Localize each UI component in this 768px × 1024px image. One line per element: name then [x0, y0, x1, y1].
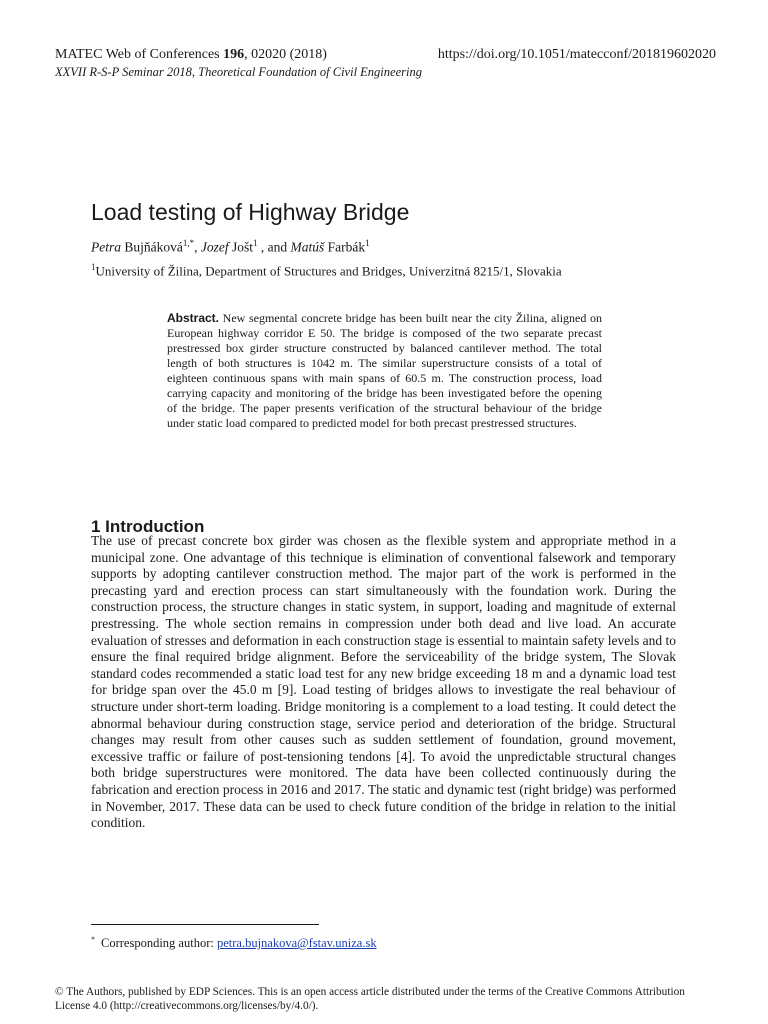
license-notice: © The Authors, published by EDP Sciences. This is an open access article distributed under the terms of the Creative Commons Attribution License 4.0 (http://creativecommons.org/licenses/by/4.0/). — [55, 986, 685, 1012]
journal-suffix: , 02020 (2018) — [244, 47, 327, 62]
author-family: Bujňáková — [124, 239, 183, 255]
author-separator: , and — [260, 239, 288, 255]
journal-prefix: MATEC Web of Conferences — [55, 47, 224, 62]
paper-title: Load testing of Highway Bridge — [91, 199, 410, 226]
doi-link[interactable]: https://doi.org/10.1051/matecconf/201819602020 — [437, 47, 716, 62]
journal-volume: 196 — [223, 47, 245, 62]
abstract-label: Abstract. — [167, 311, 220, 325]
author-given: Petra — [91, 239, 121, 255]
footnote — [91, 935, 377, 951]
author-family: Farbák — [327, 239, 366, 255]
footnote-label: Corresponding author: — [101, 936, 214, 951]
section-heading: 1 Introduction — [91, 517, 205, 537]
author-family: Jošt — [232, 239, 254, 255]
footnote-divider — [91, 924, 319, 925]
introduction-text: The use of precast concrete box girder was chosen as the flexible system and appropriate method in a municipal zone. One advantage of this technique is elimination of conventional falsework and temporary supports by adopting cantilever construction method. The major part of the work is performed in the precasting yard and erection process can start simultaneously with the foundation work. During the construction process, the structure changes in static system, in support, loading and magnitude of external prestressing. The whole section remains in compression under both dead and live load. An accurate evaluation of stresses and deformation in each construction stage is essential to maintain safety levels and to ensure the final required bridge alignment. Before the serviceability of the bridge system, The Slovak standard codes recommended a static load test for any new bridge exceeding 18 m and a dynamic load test for bridge span over the 45.0 m [9]. Load testing of bridges allows to investigate the real behaviour of structure under short-term loading. Bridge monitoring is a complement to a load testing. It could detect the abnormal behaviour during construction stage, service period and deterioration of the bridge. Structural changes may result from other causes such as sudden settlement of foundation, ground movement, excessive traffic or failure of post-tensioning tendons [4]. To avoid the unpredictable structural changes both bridge superstructures were monitored. The data have been collected continuously during the fabrication and erection process in 2016 and 2017. The static and dynamic test (right bridge) was performed in November, 2017. These data can be used to check future condition of the bridge in relation to the initial condition. — [91, 533, 676, 831]
author-sup: 1 — [365, 238, 370, 248]
author-separator: , — [194, 239, 198, 255]
author-given: Jozef — [200, 239, 229, 255]
author-sup: 1,* — [182, 238, 195, 248]
email-link[interactable]: petra.bujnakova@fstav.uniza.sk — [216, 936, 377, 951]
affiliation-text: University of Žilina, Department of Structures and Bridges, Univerzitná 8215/1, Slovakia — [95, 263, 562, 279]
author-sup: 1 — [253, 238, 258, 248]
seminar-line: XXVII R-S-P Seminar 2018, Theoretical Foundation of Civil Engineering — [55, 65, 422, 79]
journal-header — [55, 47, 327, 63]
affiliation-sup: 1 — [91, 262, 96, 272]
author-given: Matúš — [290, 239, 325, 255]
abstract-text: New segmental concrete bridge has been built near the city Žilina, aligned on European highway corridor E 50. The bridge is composed of the two separate precast prestressed box girder structure constructed by balanced cantilever method. The total length of both structures is 1042 m. The similar superstructure consists of a total of eighteen continuous spans with main spans of 60.5 m. The construction process, load carrying capacity and monitoring of the bridge has been investigated before the opening of the bridge. The paper presents verification of the structural behaviour of the bridge under static load compared to predicted model for both precast prestressed structures. — [167, 311, 603, 430]
author-list — [91, 238, 370, 256]
affiliation — [91, 262, 562, 279]
footnote-marker: * — [91, 935, 95, 944]
abstract — [167, 311, 602, 431]
